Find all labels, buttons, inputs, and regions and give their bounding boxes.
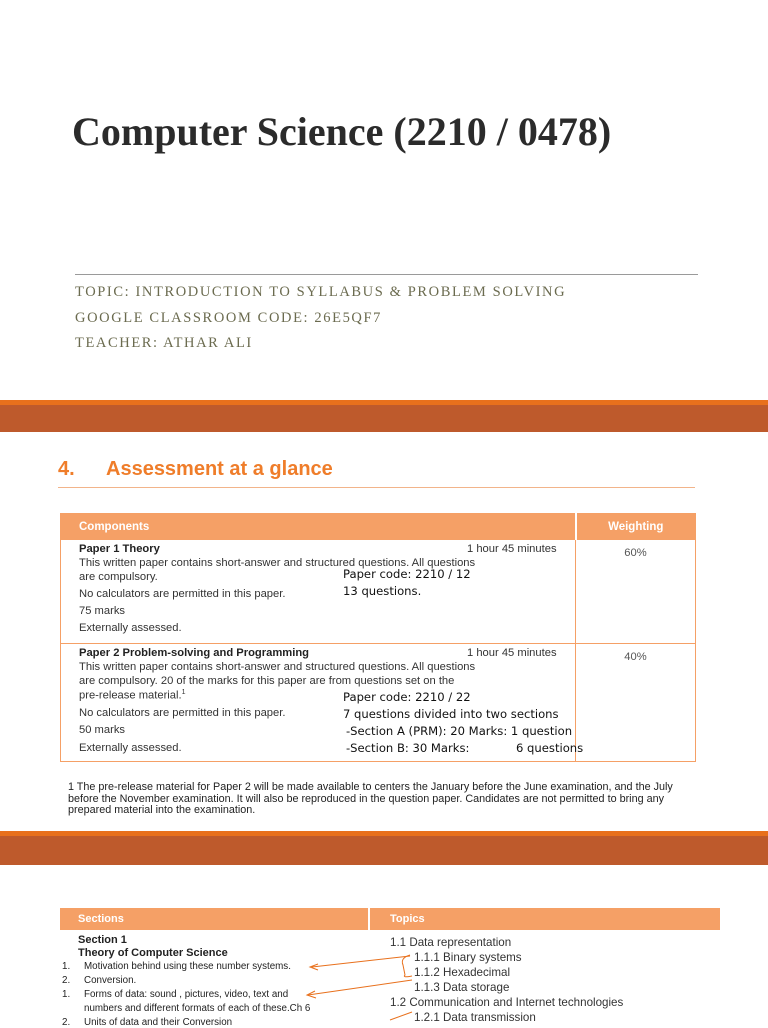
sections-column-header: Sections: [60, 908, 369, 930]
section-title: Theory of Computer Science: [78, 947, 228, 959]
paper2-section-a-note: -Section A (PRM): 20 Marks: 1 question: [346, 724, 573, 738]
section-number: 4.: [58, 458, 75, 480]
arrow-line: [308, 980, 412, 995]
assessment-table: [60, 513, 696, 762]
paper2-section-b-questions: 6 questions: [516, 741, 584, 755]
weighting-column-header: Weighting: [576, 514, 696, 540]
topic-item: 1.2 Communication and Internet technologies: [390, 996, 624, 1009]
paper1-calculator-rule: No calculators are permitted in this paper.: [79, 588, 286, 600]
topics-column-header: Topics: [369, 908, 720, 930]
bracket-arrow: [402, 955, 412, 977]
topic-item: 1.1.3 Data storage: [414, 981, 510, 994]
paper2-calculator-rule: No calculators are permitted in this paper.: [79, 707, 286, 719]
footnote-marker: 1: [181, 689, 186, 696]
paper2-description-cont: are compulsory. 20 of the marks for this paper are from questions set on the: [79, 675, 455, 687]
topic-item: 1.2.1 Data transmission: [414, 1011, 536, 1024]
paper1-description: This written paper contains short-answer and structured questions. All questions: [79, 557, 476, 569]
paper2-prerelease-text: pre-release material.: [79, 689, 182, 702]
list-item: 2. Conversion.: [62, 975, 137, 986]
paper1-name: Paper 1 Theory: [79, 543, 160, 555]
paper2-weighting: 40%: [576, 644, 696, 762]
paper2-cell: [61, 644, 584, 762]
page-title: Computer Science (2210 / 0478): [72, 109, 612, 154]
paper2-description: This written paper contains short-answer and structured questions. All questions: [79, 661, 476, 673]
assessment-table-header: [61, 514, 696, 540]
paper1-description-cont: are compulsory.: [79, 571, 158, 583]
paper2-prerelease-line: [79, 689, 186, 702]
list-item: numbers and different formats of each of these.Ch 6: [84, 1003, 311, 1014]
paper1-code-note: Paper code: 2210 / 12: [343, 567, 471, 581]
title-divider: [75, 274, 698, 275]
paper1-assessed: Externally assessed.: [79, 622, 182, 634]
components-column-header: Components: [61, 514, 576, 540]
list-item: 2. Units of data and their Conversion: [62, 1017, 233, 1028]
annotation-arrows: [0, 940, 768, 1024]
paper1-questions-note: 13 questions.: [343, 584, 422, 598]
section-heading-rule: [58, 487, 695, 488]
section-heading: [58, 458, 333, 481]
slide-divider-band: [0, 831, 768, 865]
paper2-section-b-note: -Section B: 30 Marks:: [346, 741, 470, 755]
table-row: [61, 540, 696, 644]
paper1-cell: [61, 540, 576, 644]
arrow-line: [390, 1012, 412, 1020]
section-label: Section 1: [78, 934, 127, 946]
paper1-duration: 1 hour 45 minutes: [467, 543, 557, 555]
topic-item: 1.1 Data representation: [390, 936, 512, 949]
topic-item: 1.1.1 Binary systems: [414, 951, 522, 964]
teacher-line: TEACHER: ATHAR ALI: [75, 335, 253, 351]
table-row: [61, 644, 696, 762]
classroom-code-line: GOOGLE CLASSROOM CODE: 26E5QF7: [75, 310, 383, 326]
slide-divider-band: [0, 400, 768, 432]
arrow-line: [312, 956, 410, 967]
list-item: 1. Forms of data: sound , pictures, video, text and: [62, 989, 289, 1000]
topic-item: 1.1.2 Hexadecimal: [414, 966, 511, 979]
paper2-sections-note: 7 questions divided into two sections: [343, 707, 559, 721]
list-item: 1. Motivation behind using these number systems.: [62, 961, 291, 972]
syllabus-table-header: [60, 908, 720, 930]
section-heading-text: Assessment at a glance: [106, 458, 333, 480]
paper1-weighting: 60%: [576, 540, 696, 644]
paper2-name: Paper 2 Problem-solving and Programming: [79, 647, 310, 659]
paper2-marks: 50 marks: [79, 724, 126, 736]
paper2-assessed: Externally assessed.: [79, 742, 182, 754]
paper1-marks: 75 marks: [79, 605, 126, 617]
topic-line: TOPIC: INTRODUCTION TO SYLLABUS & PROBLEM SOLVING: [75, 284, 567, 300]
paper2-duration: 1 hour 45 minutes: [467, 647, 557, 659]
paper2-code-note: Paper code: 2210 / 22: [343, 690, 471, 704]
footnote: 1 The pre-release material for Paper 2 will be made available to centers the January before the June examination, and the July before the November examination. It will also be reproduced in the question paper. Candidates are not permitted to bring any prepared material into the examination.: [68, 781, 673, 816]
